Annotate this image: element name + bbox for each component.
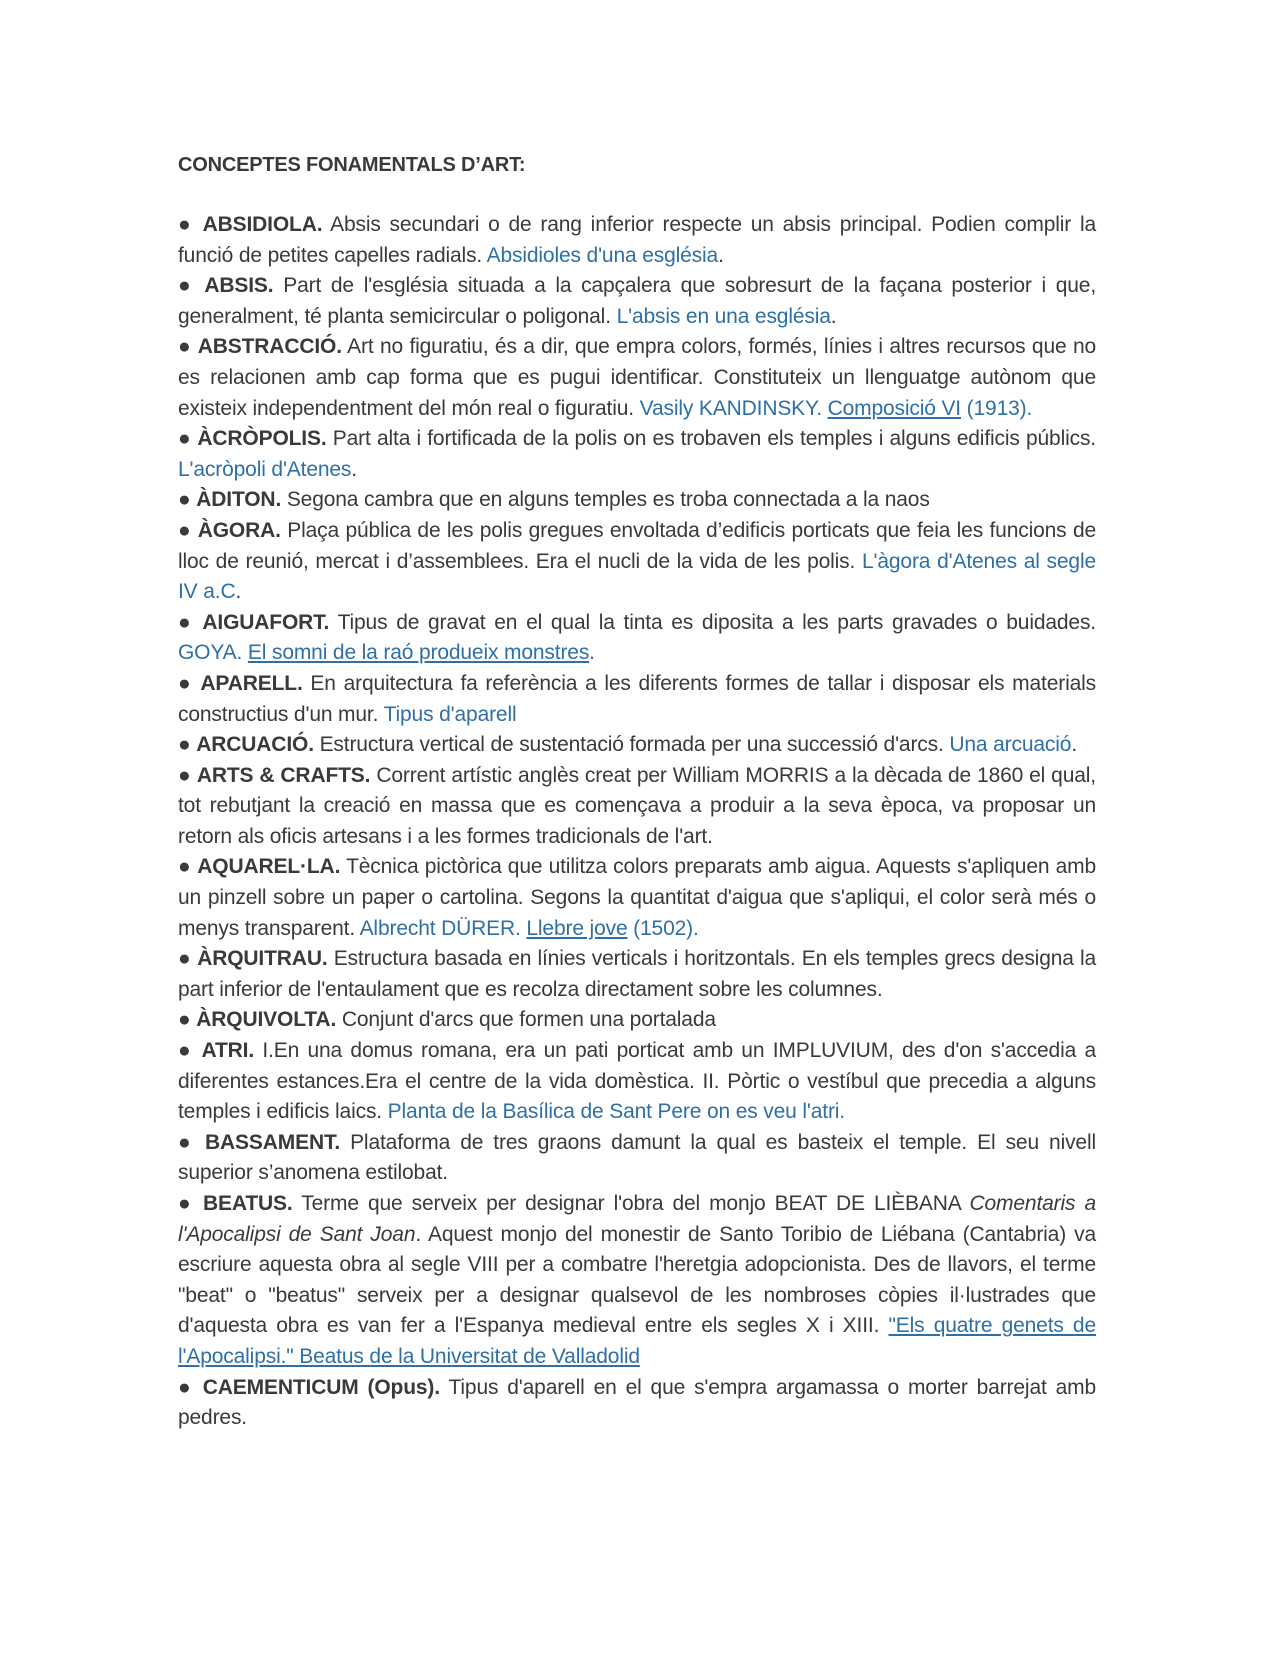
- entry-term: ARCUACIÓ.: [196, 733, 314, 757]
- bullet: ●: [178, 274, 195, 298]
- entry-term: ÀGORA.: [197, 518, 281, 542]
- bullet: ●: [178, 1008, 191, 1032]
- document-title: CONCEPTES FONAMENTALS D’ART:: [178, 154, 526, 176]
- entry-term: ABSIDIOLA.: [202, 213, 323, 236]
- glossary-entry-caementicum: [178, 1373, 1096, 1434]
- entry-link-date[interactable]: (1913).: [961, 396, 1033, 420]
- entry-end: .: [718, 243, 724, 267]
- bullet: ●: [178, 733, 191, 757]
- entry-definition: Part alta i fortificada de la polis on es trobaven els temples i alguns edificis públics.: [326, 427, 1096, 451]
- glossary-entry-bassament: [178, 1128, 1096, 1189]
- entry-definition: Estructura vertical de sustentació formada per una successió d'arcs.: [313, 733, 950, 757]
- entry-term: CAEMENTICUM (Opus).: [202, 1375, 440, 1399]
- entry-link[interactable]: Tipus d'aparell: [383, 702, 517, 726]
- entry-definition: Plataforma de tres graons damunt la qual es basteix el temple. El seu nivell superior s’anomena estilobat.: [178, 1130, 1096, 1185]
- bullet: ●: [178, 518, 192, 542]
- entry-link[interactable]: L'acròpoli d'Atenes: [178, 457, 352, 481]
- entry-link[interactable]: Absidioles d'una església: [486, 243, 719, 267]
- entry-link-underlined[interactable]: Composició VI: [827, 396, 961, 420]
- entry-link-underlined[interactable]: El somni de la raó produeix monstres: [247, 641, 590, 665]
- bullet: ●: [178, 947, 192, 971]
- entry-link[interactable]: Albrecht DÜRER.: [359, 916, 527, 940]
- entry-link[interactable]: L'absis en una església: [616, 304, 831, 328]
- entry-definition: I.En una domus romana, era un pati porticat amb un IMPLUVIUM, des d'on s'accedia a diferentes estances.Era el centre de la vida domèstica. II. Pòrtic o vestíbul que precedia a alguns temples i edificis laics.: [178, 1039, 1096, 1124]
- entry-link-date[interactable]: (1502).: [627, 916, 699, 940]
- entry-definition-continued: . Aquest monjo del monestir de Santo Toribio de Liébana (Cantabria) va escriure aquesta obra al segle VIII per a combatre l'heretgia adopcionista. Des de llavors, el terme "beat" o "beatus" serveix per a designar qualsevol de les nombroses còpies il·lustrades que d'aquesta obra es van fer a l'Espanya medieval entre els segles X i XIII.: [178, 1222, 1096, 1338]
- bullet: ●: [178, 763, 191, 787]
- entry-definition: Terme que serveix per designar l'obra del monjo BEAT DE LIÈBANA: [292, 1192, 970, 1215]
- entry-term: ARTS & CRAFTS.: [196, 763, 371, 787]
- entry-definition: Plaça pública de les polis gregues envoltada d’edificis porticats que feia les funcions de lloc de reunió, mercat i d’assemblees. Era el nucli de la vida de les polis.: [178, 518, 1097, 573]
- bullet: ●: [178, 671, 193, 695]
- entry-end: .: [235, 580, 242, 604]
- entry-definition: Absis secundari o de rang inferior respecte un absis principal. Podien complir la funció de petites capelles radials.: [178, 213, 1096, 267]
- entry-end: .: [1071, 733, 1077, 757]
- entry-definition: Tipus de gravat en el qual la tinta es diposita a les parts gravades o buidades.: [329, 610, 1096, 634]
- glossary-entry-atri: [178, 1036, 1096, 1128]
- glossary-entry-arquitrau: [178, 944, 1096, 1005]
- bullet: ●: [178, 427, 192, 451]
- entry-term: ÀRQUITRAU.: [197, 947, 328, 971]
- glossary-entry-arts-crafts: [178, 761, 1096, 853]
- entry-term: ÀRQUIVOLTA.: [196, 1008, 337, 1032]
- entry-term: ÀCRÒPOLIS.: [197, 427, 327, 451]
- entry-work-title: Comentaris a l'Apocalipsi de Sant Joan: [178, 1192, 1096, 1246]
- entry-definition: Segona cambra que en alguns temples es troba connectada a la naos: [281, 488, 930, 512]
- entry-definition: Tècnica pictòrica que utilitza colors preparats amb aigua. Aquests s'apliquen amb un pinzell sobre un paper o cartolina. Segons la quantitat d'aigua que s'apliqui, el color serà més o menys transparent.: [178, 855, 1096, 940]
- glossary-entry-arcuacio: [178, 730, 1096, 761]
- entry-definition: Art no figuratiu, és a dir, que empra colors, formés, línies i altres recursos que no es relacionen amb cap forma que es pugui identificar. Constituteix un llenguatge autònom que existeix independentment del món real o figuratiu.: [178, 335, 1097, 420]
- glossary-entry-absidiola: [178, 210, 1096, 271]
- bullet: ●: [178, 1039, 194, 1063]
- document-page: [178, 150, 1096, 1434]
- entry-link[interactable]: GOYA.: [178, 641, 248, 665]
- glossary-entry-abstraccio: [178, 332, 1096, 424]
- entry-term: ÀDITON.: [196, 488, 282, 512]
- glossary-entry-beatus: [178, 1189, 1096, 1373]
- entry-definition: En arquitectura fa referència a les diferents formes de tallar i disposar els materials constructius d'un mur.: [178, 671, 1096, 726]
- entry-term: AQUAREL·LA.: [197, 855, 341, 879]
- bullet: ●: [178, 1130, 195, 1154]
- bullet: ●: [178, 1375, 194, 1399]
- entry-definition: Corrent artístic anglès creat per William MORRIS a la dècada de 1860 el qual, tot rebutjant la creació en massa que es començava a produir a la seva època, va proposar un retorn als oficis artesans i a les formes tradicionals de l'art.: [178, 763, 1096, 848]
- entry-term: BEATUS.: [203, 1192, 293, 1215]
- entry-link[interactable]: Vasily KANDINSKY.: [639, 396, 828, 420]
- entry-end: .: [351, 457, 357, 481]
- glossary-entry-aiguafort: [178, 608, 1096, 669]
- glossary-entry-agora: [178, 516, 1096, 608]
- entry-term: AIGUAFORT.: [202, 610, 330, 634]
- entry-term: ABSTRACCIÓ.: [197, 335, 342, 359]
- bullet: ●: [178, 488, 191, 512]
- entry-term: BASSAMENT.: [205, 1130, 341, 1154]
- entry-link[interactable]: L'àgora d'Atenes al segle IV a.C: [178, 549, 1096, 604]
- entry-end: .: [830, 304, 837, 328]
- entry-definition: Conjunt d'arcs que formen una portalada: [336, 1008, 716, 1032]
- entry-link-underlined[interactable]: Llebre jove: [526, 916, 628, 940]
- glossary-entry-arquivolta: [178, 1005, 1096, 1036]
- entry-link[interactable]: Planta de la Basílica de Sant Pere on es veu l'atri.: [387, 1100, 845, 1124]
- entry-term: APARELL.: [200, 671, 303, 695]
- bullet: ●: [178, 1192, 194, 1215]
- entry-term: ATRI.: [201, 1039, 255, 1063]
- glossary-entry-aditon: [178, 485, 1096, 516]
- glossary-entry-aparell: [178, 669, 1096, 730]
- bullet: ●: [178, 213, 194, 236]
- glossary-entry-acropolis: [178, 424, 1096, 485]
- entry-definition: Part de l'església situada a la capçalera que sobresurt de la façana posterior i que, generalment, té planta semicircular o poligonal.: [178, 274, 1096, 328]
- glossary-entry-aquarella: [178, 852, 1096, 944]
- entry-link-underlined[interactable]: "Els quatre genets de l'Apocalipsi." Beatus de la Universitat de Valladolid: [178, 1314, 1096, 1368]
- bullet: ●: [178, 335, 192, 359]
- entry-end: .: [589, 641, 595, 665]
- entry-definition: Tipus d'aparell en el que s'empra argamassa o morter barrejat amb pedres.: [178, 1375, 1096, 1430]
- entry-link[interactable]: Una arcuació: [949, 733, 1072, 757]
- entry-term: ABSIS.: [204, 274, 274, 298]
- bullet: ●: [178, 855, 192, 879]
- entry-definition: Estructura basada en línies verticals i horitzontals. En els temples grecs designa la part inferior de l'entaulament que es recolza directament sobre les columnes.: [178, 947, 1096, 1001]
- glossary-entry-absis: [178, 271, 1096, 332]
- bullet: ●: [178, 610, 194, 634]
